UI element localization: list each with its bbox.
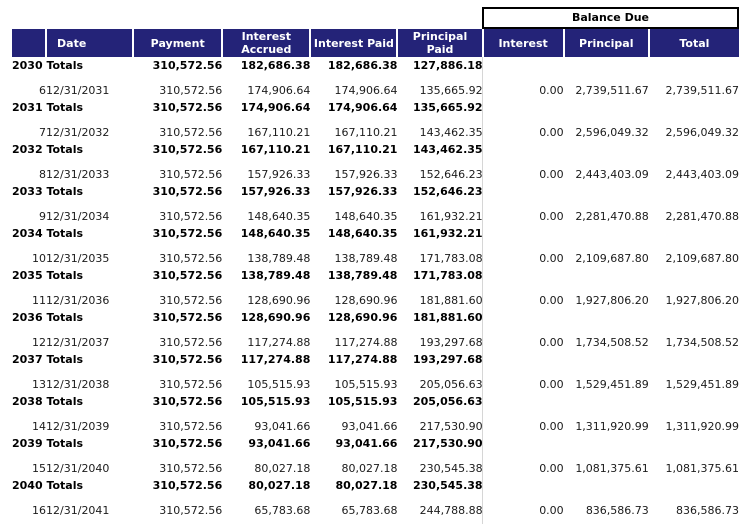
cell-payment: 310,572.56 [152, 479, 223, 492]
cell-balance-interest: 0.00 [539, 126, 564, 139]
cell-interest-paid: 167,110.21 [334, 126, 398, 139]
row-spacer-cell [12, 284, 739, 292]
cell-balance-principal [564, 99, 649, 116]
row-spacer-cell [12, 410, 739, 418]
cell-balance-principal: 2,739,511.67 [575, 84, 649, 97]
payment-date: 12/31/2031 [46, 84, 110, 97]
cell-balance-principal [564, 393, 649, 410]
cell-payment: 310,572.56 [152, 437, 223, 450]
row-number: 13 [32, 378, 47, 391]
payment-row [12, 208, 739, 225]
cell-principal-paid: 217,530.90 [419, 420, 483, 433]
year-totals-row [12, 183, 739, 200]
cell-interest-accrued: 138,789.48 [240, 269, 311, 282]
cell-balance-interest: 0.00 [539, 462, 564, 475]
cell-principal-paid: 171,783.08 [412, 269, 483, 282]
cell-balance-principal: 1,529,451.89 [575, 378, 649, 391]
cell-interest-paid: 65,783.68 [341, 504, 398, 517]
year-totals-label: 2034 Totals [12, 227, 84, 240]
cell-interest-accrued: 174,906.64 [240, 101, 311, 114]
cell-interest-accrued: 93,041.66 [254, 420, 311, 433]
cell-payment: 310,572.56 [152, 185, 223, 198]
year-totals-row [12, 99, 739, 116]
cell-interest-accrued: 128,690.96 [247, 294, 311, 307]
cell-balance-principal: 2,281,470.88 [575, 210, 649, 223]
row-spacer [12, 368, 739, 376]
payment-row [12, 502, 739, 519]
year-totals-row [12, 393, 739, 410]
cell-payment: 310,572.56 [152, 353, 223, 366]
cell-interest-accrued: 128,690.96 [240, 311, 311, 324]
col-header-balance-principal: Principal [564, 29, 649, 57]
cell-balance-interest [483, 393, 564, 410]
year-totals-label: 2039 Totals [12, 437, 84, 450]
cell-payment: 310,572.56 [159, 126, 223, 139]
cell-principal-paid: 135,665.92 [419, 84, 483, 97]
row-spacer [12, 116, 739, 124]
cell-principal-paid: 193,297.68 [419, 336, 483, 349]
row-number: 11 [32, 294, 47, 307]
col-header-balance-interest: Interest [483, 29, 564, 57]
cell-balance-total: 2,739,511.67 [665, 84, 739, 97]
year-totals-row [12, 267, 739, 284]
cell-principal-paid: 193,297.68 [412, 353, 483, 366]
cell-balance-principal: 2,443,403.09 [575, 168, 649, 181]
cell-interest-accrued: 148,640.35 [240, 227, 311, 240]
payment-date: 12/31/2032 [46, 126, 110, 139]
cell-balance-total [649, 225, 739, 242]
cell-principal-paid: 143,462.35 [419, 126, 483, 139]
cell-balance-interest: 0.00 [539, 294, 564, 307]
year-totals-row [12, 435, 739, 452]
cell-principal-paid: 135,665.92 [412, 101, 483, 114]
cell-balance-total: 2,109,687.80 [665, 252, 739, 265]
cell-balance-interest: 0.00 [539, 420, 564, 433]
cell-interest-accrued: 138,789.48 [247, 252, 311, 265]
payment-date: 12/31/2034 [46, 210, 110, 223]
col-header-interest-accrued: Interest Accrued [222, 29, 310, 57]
col-header-date: Date [46, 29, 133, 57]
cell-payment: 310,572.56 [159, 378, 223, 391]
cell-balance-interest: 0.00 [539, 210, 564, 223]
cell-interest-paid: 80,027.18 [335, 479, 398, 492]
table-header-row [12, 29, 739, 57]
row-spacer [12, 200, 739, 208]
cell-interest-paid: 167,110.21 [327, 143, 398, 156]
cell-balance-total [649, 57, 739, 74]
row-number: 7 [39, 126, 47, 139]
payment-row [12, 124, 739, 141]
payment-row [12, 460, 739, 477]
payment-row [12, 250, 739, 267]
cell-interest-accrued: 80,027.18 [254, 462, 311, 475]
cell-interest-accrued: 80,027.18 [248, 479, 311, 492]
cell-balance-interest: 0.00 [539, 504, 564, 517]
cell-balance-total [649, 99, 739, 116]
cell-balance-interest: 0.00 [539, 84, 564, 97]
cell-balance-principal [564, 183, 649, 200]
cell-interest-paid: 182,686.38 [327, 59, 398, 72]
cell-payment: 310,572.56 [159, 294, 223, 307]
year-totals-label: 2040 Totals [12, 479, 84, 492]
cell-payment: 310,572.56 [152, 395, 223, 408]
cell-interest-paid: 93,041.66 [341, 420, 398, 433]
cell-balance-principal: 836,586.73 [585, 504, 649, 517]
cell-payment: 310,572.56 [159, 420, 223, 433]
cell-balance-total [649, 183, 739, 200]
cell-interest-paid: 80,027.18 [341, 462, 398, 475]
year-totals-row [12, 141, 739, 158]
cell-principal-paid: 244,788.88 [419, 504, 483, 517]
cell-balance-principal [564, 57, 649, 74]
cell-payment: 310,572.56 [152, 59, 223, 72]
cell-payment: 310,572.56 [159, 504, 223, 517]
cell-balance-interest: 0.00 [539, 378, 564, 391]
year-totals-row [12, 57, 739, 74]
col-header-principal-paid: Principal Paid [397, 29, 482, 57]
year-totals-label: 2033 Totals [12, 185, 84, 198]
cell-payment: 310,572.56 [152, 143, 223, 156]
cell-interest-paid: 157,926.33 [327, 185, 398, 198]
cell-balance-total: 836,586.73 [676, 504, 739, 517]
cell-interest-accrued: 148,640.35 [247, 210, 311, 223]
table-body [12, 57, 739, 519]
payment-date: 12/31/2037 [46, 336, 110, 349]
col-header-payment: Payment [133, 29, 222, 57]
cell-balance-total [649, 267, 739, 284]
cell-payment: 310,572.56 [159, 336, 223, 349]
cell-balance-total: 1,927,806.20 [665, 294, 739, 307]
row-spacer-cell [12, 494, 739, 502]
cell-payment: 310,572.56 [159, 168, 223, 181]
cell-balance-interest [483, 57, 564, 74]
payment-row [12, 334, 739, 351]
year-totals-label: 2036 Totals [12, 311, 84, 324]
cell-interest-accrued: 167,110.21 [247, 126, 311, 139]
cell-principal-paid: 181,881.60 [419, 294, 483, 307]
cell-payment: 310,572.56 [152, 227, 223, 240]
cell-interest-paid: 138,789.48 [327, 269, 398, 282]
cell-interest-paid: 93,041.66 [335, 437, 398, 450]
cell-interest-accrued: 157,926.33 [247, 168, 311, 181]
cell-balance-total: 1,529,451.89 [665, 378, 739, 391]
row-number: 12 [32, 336, 47, 349]
cell-balance-interest [483, 99, 564, 116]
cell-balance-principal: 2,596,049.32 [575, 126, 649, 139]
row-spacer-cell [12, 326, 739, 334]
cell-balance-principal [564, 309, 649, 326]
row-spacer-cell [12, 74, 739, 82]
cell-payment: 310,572.56 [152, 269, 223, 282]
cell-balance-total [649, 141, 739, 158]
year-totals-label: 2031 Totals [12, 101, 84, 114]
row-spacer-cell [12, 116, 739, 124]
cell-balance-interest [483, 309, 564, 326]
cell-principal-paid: 230,545.38 [419, 462, 483, 475]
year-totals-row [12, 477, 739, 494]
row-spacer [12, 452, 739, 460]
cell-balance-total [649, 477, 739, 494]
row-number: 14 [32, 420, 47, 433]
cell-balance-principal: 1,311,920.99 [575, 420, 649, 433]
payment-date: 12/31/2040 [46, 462, 110, 475]
cell-payment: 310,572.56 [152, 101, 223, 114]
row-spacer-cell [12, 368, 739, 376]
balance-due-group-header: Balance Due [482, 7, 739, 29]
cell-principal-paid: 217,530.90 [412, 437, 483, 450]
cell-interest-accrued: 182,686.38 [240, 59, 311, 72]
year-totals-label: 2030 Totals [12, 59, 84, 72]
cell-balance-principal [564, 351, 649, 368]
cell-balance-principal: 1,081,375.61 [575, 462, 649, 475]
row-number: 16 [32, 504, 47, 517]
cell-interest-accrued: 117,274.88 [240, 353, 311, 366]
cell-balance-interest: 0.00 [539, 336, 564, 349]
cell-balance-principal [564, 435, 649, 452]
row-spacer-cell [12, 452, 739, 460]
col-header-balance-total: Total [649, 29, 739, 57]
cell-balance-principal [564, 267, 649, 284]
cell-interest-paid: 138,789.48 [334, 252, 398, 265]
cell-payment: 310,572.56 [159, 252, 223, 265]
payment-date: 12/31/2035 [46, 252, 110, 265]
row-spacer [12, 158, 739, 166]
cell-interest-paid: 128,690.96 [327, 311, 398, 324]
row-number: 10 [32, 252, 47, 265]
row-number: 9 [39, 210, 47, 223]
cell-balance-total: 1,734,508.52 [665, 336, 739, 349]
row-number: 15 [32, 462, 47, 475]
cell-principal-paid: 161,932.21 [412, 227, 483, 240]
cell-balance-total: 2,443,403.09 [665, 168, 739, 181]
cell-interest-accrued: 105,515.93 [240, 395, 311, 408]
cell-interest-accrued: 93,041.66 [248, 437, 311, 450]
cell-interest-paid: 157,926.33 [334, 168, 398, 181]
payment-date: 12/31/2039 [46, 420, 110, 433]
cell-interest-paid: 105,515.93 [334, 378, 398, 391]
cell-balance-principal [564, 477, 649, 494]
cell-interest-accrued: 65,783.68 [254, 504, 311, 517]
row-spacer-cell [12, 158, 739, 166]
cell-interest-paid: 117,274.88 [334, 336, 398, 349]
col-header-row-number [12, 29, 46, 57]
cell-balance-principal [564, 141, 649, 158]
cell-interest-paid: 105,515.93 [327, 395, 398, 408]
cell-balance-total [649, 435, 739, 452]
row-spacer [12, 326, 739, 334]
cell-principal-paid: 205,056.63 [419, 378, 483, 391]
amortization-table [12, 29, 739, 519]
cell-balance-interest: 0.00 [539, 252, 564, 265]
cell-balance-interest [483, 141, 564, 158]
cell-balance-total [649, 351, 739, 368]
cell-interest-accrued: 105,515.93 [247, 378, 311, 391]
payment-row [12, 418, 739, 435]
cell-payment: 310,572.56 [159, 84, 223, 97]
payment-row [12, 166, 739, 183]
cell-interest-paid: 174,906.64 [327, 101, 398, 114]
cell-interest-paid: 117,274.88 [327, 353, 398, 366]
payment-date: 12/31/2036 [46, 294, 110, 307]
cell-interest-paid: 128,690.96 [334, 294, 398, 307]
payment-date: 12/31/2033 [46, 168, 110, 181]
cell-principal-paid: 181,881.60 [412, 311, 483, 324]
cell-balance-principal [564, 225, 649, 242]
cell-balance-principal: 1,927,806.20 [575, 294, 649, 307]
row-spacer [12, 284, 739, 292]
cell-balance-interest [483, 225, 564, 242]
year-totals-label: 2037 Totals [12, 353, 84, 366]
cell-balance-interest [483, 435, 564, 452]
row-spacer [12, 242, 739, 250]
cell-interest-accrued: 167,110.21 [240, 143, 311, 156]
cell-interest-accrued: 174,906.64 [247, 84, 311, 97]
cell-balance-interest [483, 351, 564, 368]
payment-date: 12/31/2041 [46, 504, 110, 517]
cell-balance-total: 1,081,375.61 [665, 462, 739, 475]
payment-row [12, 292, 739, 309]
cell-balance-interest [483, 477, 564, 494]
cell-balance-interest [483, 267, 564, 284]
year-totals-row [12, 309, 739, 326]
row-spacer-cell [12, 242, 739, 250]
cell-payment: 310,572.56 [159, 462, 223, 475]
row-spacer [12, 410, 739, 418]
cell-balance-total [649, 393, 739, 410]
cell-balance-total: 2,596,049.32 [665, 126, 739, 139]
cell-principal-paid: 171,783.08 [419, 252, 483, 265]
cell-principal-paid: 205,056.63 [412, 395, 483, 408]
cell-principal-paid: 152,646.23 [419, 168, 483, 181]
cell-interest-paid: 148,640.35 [334, 210, 398, 223]
cell-principal-paid: 143,462.35 [412, 143, 483, 156]
cell-principal-paid: 230,545.38 [412, 479, 483, 492]
cell-balance-principal: 1,734,508.52 [575, 336, 649, 349]
cell-principal-paid: 161,932.21 [419, 210, 483, 223]
year-totals-label: 2032 Totals [12, 143, 84, 156]
payment-row [12, 82, 739, 99]
cell-interest-paid: 174,906.64 [334, 84, 398, 97]
row-spacer [12, 74, 739, 82]
year-totals-label: 2038 Totals [12, 395, 84, 408]
cell-balance-total: 1,311,920.99 [665, 420, 739, 433]
row-number: 8 [39, 168, 47, 181]
cell-balance-principal: 2,109,687.80 [575, 252, 649, 265]
cell-balance-interest [483, 183, 564, 200]
cell-interest-accrued: 157,926.33 [240, 185, 311, 198]
row-number: 6 [39, 84, 47, 97]
col-header-interest-paid: Interest Paid [310, 29, 397, 57]
cell-balance-total: 2,281,470.88 [665, 210, 739, 223]
row-spacer-cell [12, 200, 739, 208]
year-totals-row [12, 225, 739, 242]
payment-date: 12/31/2038 [46, 378, 110, 391]
cell-principal-paid: 152,646.23 [412, 185, 483, 198]
cell-interest-accrued: 117,274.88 [247, 336, 311, 349]
payment-row [12, 376, 739, 393]
year-totals-row [12, 351, 739, 368]
row-spacer [12, 494, 739, 502]
cell-balance-total [649, 309, 739, 326]
cell-interest-paid: 148,640.35 [327, 227, 398, 240]
year-totals-label: 2035 Totals [12, 269, 84, 282]
cell-payment: 310,572.56 [159, 210, 223, 223]
cell-balance-interest: 0.00 [539, 168, 564, 181]
cell-principal-paid: 127,886.18 [412, 59, 483, 72]
cell-payment: 310,572.56 [152, 311, 223, 324]
